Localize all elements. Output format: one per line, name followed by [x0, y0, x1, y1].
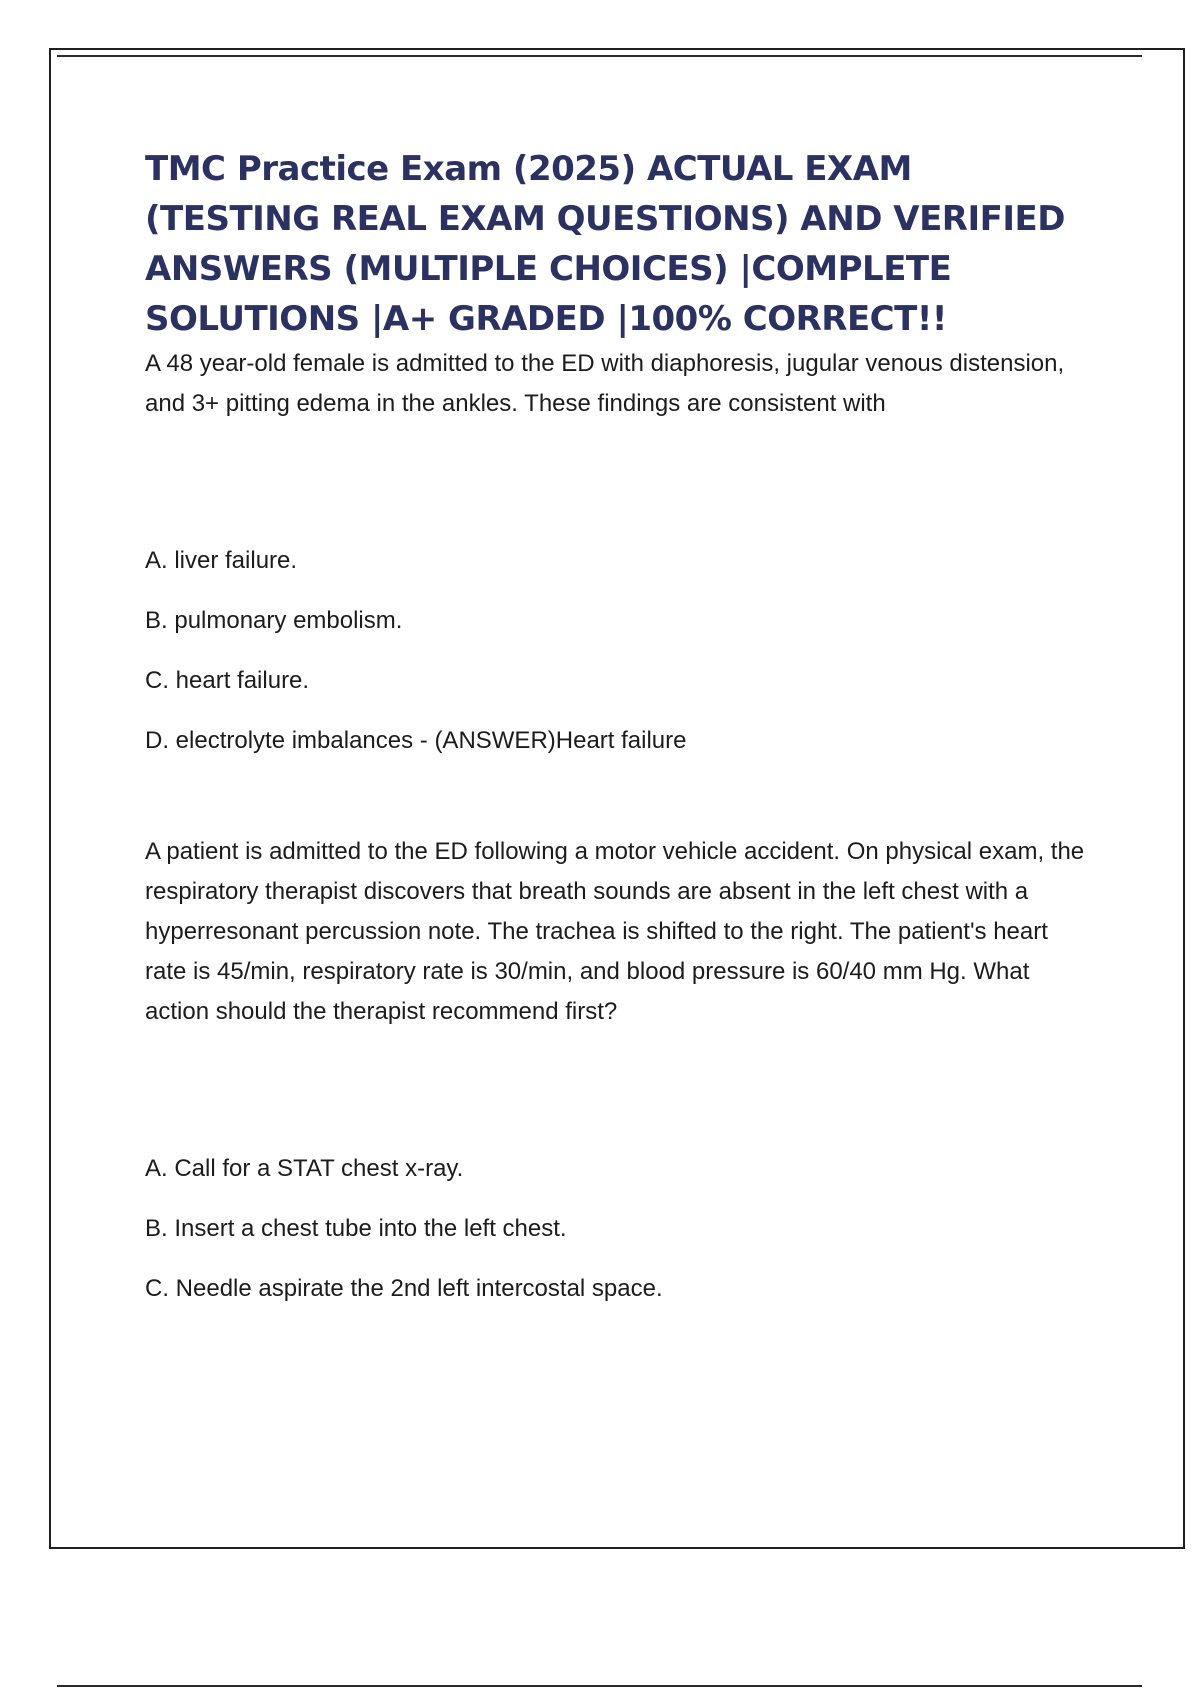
question-2-option-b: B. Insert a chest tube into the left chest.: [145, 1215, 567, 1242]
document-title: TMC Practice Exam (2025) ACTUAL EXAM (TESTING REAL EXAM QUESTIONS) AND VERIFIED ANSWERS (MULTIPLE CHOICES) |COMPLETE SOLUTIONS |A+ GRADED |100% CORRECT!!: [145, 149, 1065, 339]
question-1-options: [145, 546, 1095, 756]
footer-rule: [57, 1685, 1142, 1687]
question-2-option-c: C. Needle aspirate the 2nd left intercostal space.: [145, 1275, 663, 1302]
question-1-option-a: A. liver failure.: [145, 547, 298, 574]
question-1-option-c: C. heart failure.: [145, 667, 310, 694]
question-2-text: A patient is admitted to the ED following a motor vehicle accident. On physical exam, the respiratory therapist discovers that breath sounds are absent in the left chest with a hyperresonant percussion note. The trachea is shifted to the right. The patient's heart rate is 45/min, respiratory rate is 30/min, and blood pressure is 60/40 mm Hg. What action should the therapist recommend first?: [145, 838, 1085, 1025]
question-1-option-d-answer: D. electrolyte imbalances - (ANSWER)Heart failure: [145, 727, 687, 754]
document-body: [145, 144, 1095, 1334]
question-2-options: [145, 1154, 1095, 1304]
question-1-text: A 48 year-old female is admitted to the ED with diaphoresis, jugular venous distension, and 3+ pitting edema in the ankles. These findings are consistent with: [145, 350, 1065, 417]
header-rule: [57, 55, 1142, 57]
question-2-option-a: A. Call for a STAT chest x-ray.: [145, 1155, 464, 1182]
question-1-option-b: B. pulmonary embolism.: [145, 607, 403, 634]
